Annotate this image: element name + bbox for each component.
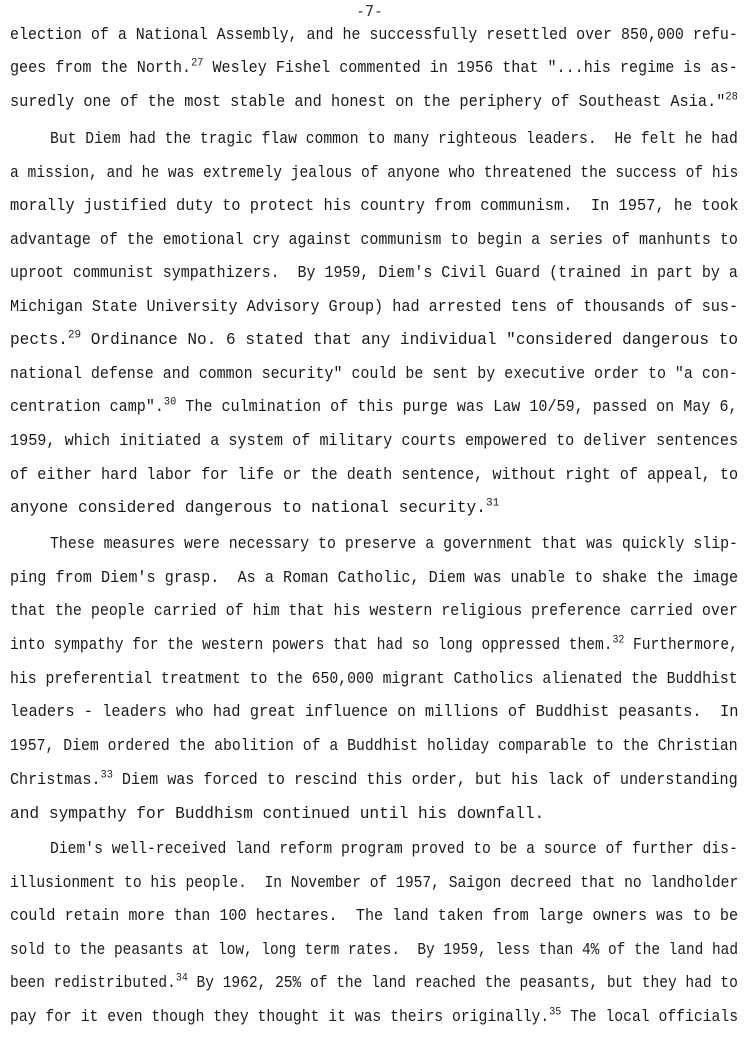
- text-line: [10, 25, 738, 45]
- line-text: advantage of the emotional cry against communism to begin a series of manhunts to: [10, 231, 738, 249]
- text-line: [10, 702, 738, 722]
- text-line: [10, 263, 738, 283]
- line-text: centration camp".: [10, 398, 164, 416]
- text-line: [10, 364, 738, 384]
- text-line: [50, 839, 738, 859]
- line-text: illusionment to his people. In November of 1957, Saigon decreed that no landholder: [10, 874, 739, 892]
- text-line: [10, 431, 738, 451]
- text-line: [10, 770, 738, 790]
- line-text: national defense and common security" could be sent by executive order to "a con-: [10, 365, 738, 383]
- line-text: leaders - leaders who had great influence on millions of Buddhist peasants. In: [10, 703, 739, 721]
- line-text-continued: By 1962, 25% of the land reached the peasants, but they had to: [187, 974, 738, 992]
- line-text: could retain more than 100 hectares. The land taken from large owners was to be: [10, 907, 739, 925]
- line-text-continued: Ordinance No. 6 stated that any individual "considered dangerous to: [81, 331, 739, 349]
- line-text: morally justified duty to protect his country from communism. In 1957, he took: [10, 197, 739, 215]
- text-line: [10, 230, 738, 250]
- footnote-marker: 28: [725, 91, 738, 104]
- text-line: [10, 58, 738, 78]
- line-text: Christmas.: [10, 771, 101, 789]
- footnote-marker: 32: [612, 634, 625, 647]
- text-line: [10, 1007, 738, 1027]
- line-text: Diem's well-received land reform program proved to be a source of further dis-: [50, 840, 738, 858]
- line-text: a mission, and he was extremely jealous of anyone who threatened the success of his: [10, 164, 739, 182]
- text-line: [10, 568, 738, 588]
- line-text: of either hard labor for life or the death sentence, without right of appeal, to: [10, 466, 739, 484]
- line-text: and sympathy for Buddhism continued until his downfall.: [10, 805, 545, 823]
- text-line: [10, 804, 544, 824]
- line-text: pects.: [10, 331, 68, 349]
- line-text: election of a National Assembly, and he successfully resettled over 850,000 refu-: [10, 26, 738, 44]
- line-text: his preferential treatment to the 650,000 migrant Catholics alienated the Buddhist: [10, 670, 738, 688]
- line-text: that the people carried of him that his western religious preference carried over: [10, 602, 738, 620]
- text-line: [10, 92, 738, 112]
- line-text: anyone considered dangerous to national security.: [10, 499, 486, 517]
- footnote-marker: 34: [175, 972, 188, 985]
- line-text: into sympathy for the western powers that had so long oppressed them.: [10, 636, 613, 654]
- footnote-marker: 30: [163, 396, 177, 409]
- line-text: 1957, Diem ordered the abolition of a Buddhist holiday comparable to the Christian: [10, 737, 738, 755]
- line-text: uproot communist sympathizers. By 1959, Diem's Civil Guard (trained in part by a: [10, 264, 738, 282]
- line-text: ping from Diem's grasp. As a Roman Catholic, Diem was unable to shake the image: [10, 569, 739, 587]
- text-line: [10, 196, 738, 216]
- line-text: These measures were necessary to preserve a government that was quickly slip-: [50, 535, 738, 553]
- footnote-marker: 31: [486, 497, 500, 510]
- text-line: [10, 635, 738, 655]
- line-text: sold to the peasants at low, long term rates. By 1959, less than 4% of the land had: [10, 941, 739, 959]
- line-text: Michigan State University Advisory Group) had arrested tens of thousands of sus-: [10, 298, 739, 316]
- line-text-continued: Furthermore,: [624, 636, 738, 654]
- line-text-continued: Wesley Fishel commented in 1956 that "...his regime is as-: [203, 59, 738, 77]
- text-line: [10, 973, 738, 993]
- line-text-continued: The culmination of this purge was Law 10/59, passed on May 6,: [176, 398, 738, 416]
- text-line: [10, 736, 738, 756]
- text-line: [10, 873, 738, 893]
- text-line: [10, 297, 738, 317]
- line-text: 1959, which initiated a system of military courts empowered to deliver sentences: [10, 432, 739, 450]
- footnote-marker: 35: [549, 1006, 562, 1019]
- text-line: [10, 906, 738, 926]
- text-line: [10, 465, 738, 485]
- text-line: [10, 397, 738, 417]
- line-text: suredly one of the most stable and honest on the periphery of Southeast Asia.": [10, 93, 726, 111]
- text-line: [10, 601, 738, 621]
- text-line: [10, 330, 738, 350]
- page-number: -7-: [356, 2, 384, 20]
- text-line: [10, 940, 738, 960]
- line-text-continued: Diem was forced to rescind this order, but his lack of understanding: [112, 771, 738, 789]
- footnote-marker: 29: [67, 329, 82, 342]
- text-line: [10, 498, 499, 518]
- footnote-marker: 33: [100, 769, 113, 782]
- text-line: [50, 534, 738, 554]
- line-text-continued: The local officials: [561, 1008, 739, 1026]
- text-line: [50, 129, 738, 149]
- text-line: [10, 669, 738, 689]
- text-line: [10, 163, 738, 183]
- line-text: But Diem had the tragic flaw common to many righteous leaders. He felt he had: [50, 130, 738, 148]
- footnote-marker: 27: [191, 57, 204, 70]
- line-text: been redistributed.: [10, 974, 176, 992]
- line-text: pay for it even though they thought it was theirs originally.: [10, 1008, 550, 1026]
- line-text: gees from the North.: [10, 59, 192, 77]
